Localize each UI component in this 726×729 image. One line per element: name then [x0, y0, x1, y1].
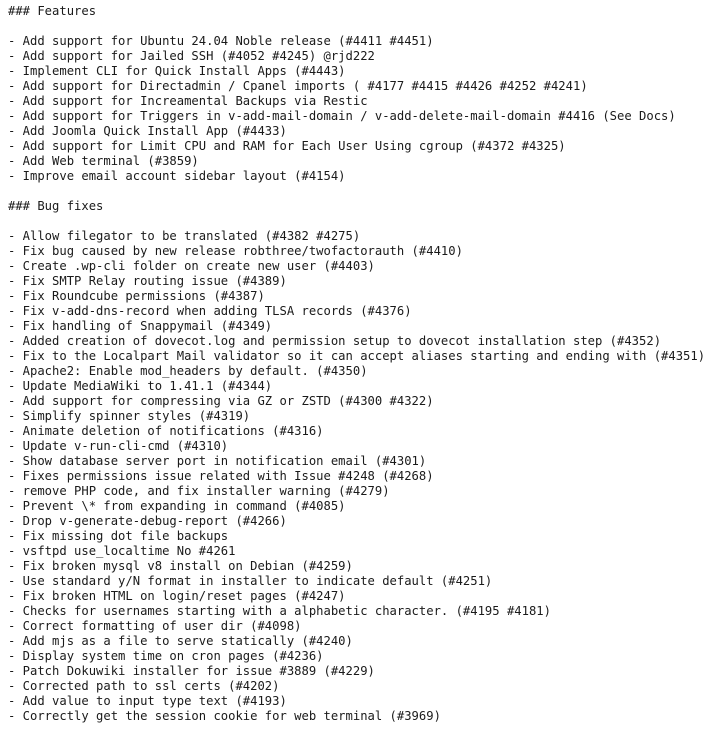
bug-fix-item: - Patch Dokuwiki installer for issue #3889 (#4229)	[8, 664, 375, 678]
bug-fix-item: - Display system time on cron pages (#4236)	[8, 649, 324, 663]
bug-fixes-heading: ### Bug fixes	[8, 199, 104, 213]
blank-line	[8, 214, 724, 229]
bug-fix-item: - vsftpd use_localtime No #4261	[8, 544, 236, 558]
bug-fix-item: - Fix Roundcube permissions (#4387)	[8, 289, 265, 303]
feature-item: - Add support for Directadmin / Cpanel imports ( #4177 #4415 #4426 #4252 #4241)	[8, 79, 588, 93]
bug-fix-item: - Corrected path to ssl certs (#4202)	[8, 679, 280, 693]
blank-line	[8, 19, 724, 34]
bug-fix-item: - Use standard y/N format in installer to indicate default (#4251)	[8, 574, 493, 588]
bug-fix-item: - Simplify spinner styles (#4319)	[8, 409, 251, 423]
bug-fix-item: - Drop v-generate-debug-report (#4266)	[8, 514, 287, 528]
bug-fix-item: - remove PHP code, and fix installer warning (#4279)	[8, 484, 390, 498]
bug-fix-item: - Allow filegator to be translated (#4382 #4275)	[8, 229, 361, 243]
feature-item: - Add support for Jailed SSH (#4052 #4245) @rjd222	[8, 49, 375, 63]
bug-fix-item: - Fix missing dot file backups	[8, 529, 229, 543]
feature-item: - Add Web terminal (#3859)	[8, 154, 199, 168]
bug-fix-item: - Update MediaWiki to 1.41.1 (#4344)	[8, 379, 273, 393]
bug-fix-item: - Update v-run-cli-cmd (#4310)	[8, 439, 229, 453]
bug-fix-item: - Fix bug caused by new release robthree/twofactorauth (#4410)	[8, 244, 463, 258]
bug-fix-item: - Fixes permissions issue related with Issue #4248 (#4268)	[8, 469, 434, 483]
bug-fix-item: - Fix broken mysql v8 install on Debian (#4259)	[8, 559, 353, 573]
feature-item: - Add support for Increamental Backups via Restic	[8, 94, 368, 108]
bug-fix-item: - Animate deletion of notifications (#4316)	[8, 424, 324, 438]
bug-fix-item: - Add value to input type text (#4193)	[8, 694, 287, 708]
changelog-document	[8, 4, 724, 724]
bug-fix-item: - Fix v-add-dns-record when adding TLSA records (#4376)	[8, 304, 412, 318]
bug-fix-item: - Add mjs as a file to serve statically (#4240)	[8, 634, 353, 648]
bug-fix-item: - Prevent \* from expanding in command (#4085)	[8, 499, 346, 513]
bug-fix-item: - Fix handling of Snappymail (#4349)	[8, 319, 273, 333]
bug-fix-item: - Fix to the Localpart Mail validator so it can accept aliases starting and ending with (#4351)	[8, 349, 706, 363]
bug-fix-item: - Added creation of dovecot.log and permission setup to dovecot installation step (#4352)	[8, 334, 662, 348]
feature-item: - Implement CLI for Quick Install Apps (#4443)	[8, 64, 346, 78]
feature-item: - Add support for Triggers in v-add-mail-domain / v-add-delete-mail-domain #4416 (See Docs)	[8, 109, 676, 123]
bug-fix-item: - Apache2: Enable mod_headers by default. (#4350)	[8, 364, 368, 378]
bug-fix-item: - Checks for usernames starting with a alphabetic character. (#4195 #4181)	[8, 604, 551, 618]
blank-line	[8, 184, 724, 199]
bug-fix-item: - Fix SMTP Relay routing issue (#4389)	[8, 274, 287, 288]
feature-item: - Add Joomla Quick Install App (#4433)	[8, 124, 287, 138]
feature-item: - Add support for Ubuntu 24.04 Noble release (#4411 #4451)	[8, 34, 434, 48]
bug-fix-item: - Show database server port in notification email (#4301)	[8, 454, 427, 468]
bug-fix-item: - Correct formatting of user dir (#4098)	[8, 619, 302, 633]
bug-fix-item: - Create .wp-cli folder on create new user (#4403)	[8, 259, 375, 273]
bug-fix-item: - Fix broken HTML on login/reset pages (#4247)	[8, 589, 346, 603]
feature-item: - Improve email account sidebar layout (#4154)	[8, 169, 346, 183]
features-heading: ### Features	[8, 4, 97, 18]
bug-fix-item: - Add support for compressing via GZ or ZSTD (#4300 #4322)	[8, 394, 434, 408]
feature-item: - Add support for Limit CPU and RAM for Each User Using cgroup (#4372 #4325)	[8, 139, 566, 153]
bug-fix-item: - Correctly get the session cookie for web terminal (#3969)	[8, 709, 441, 723]
